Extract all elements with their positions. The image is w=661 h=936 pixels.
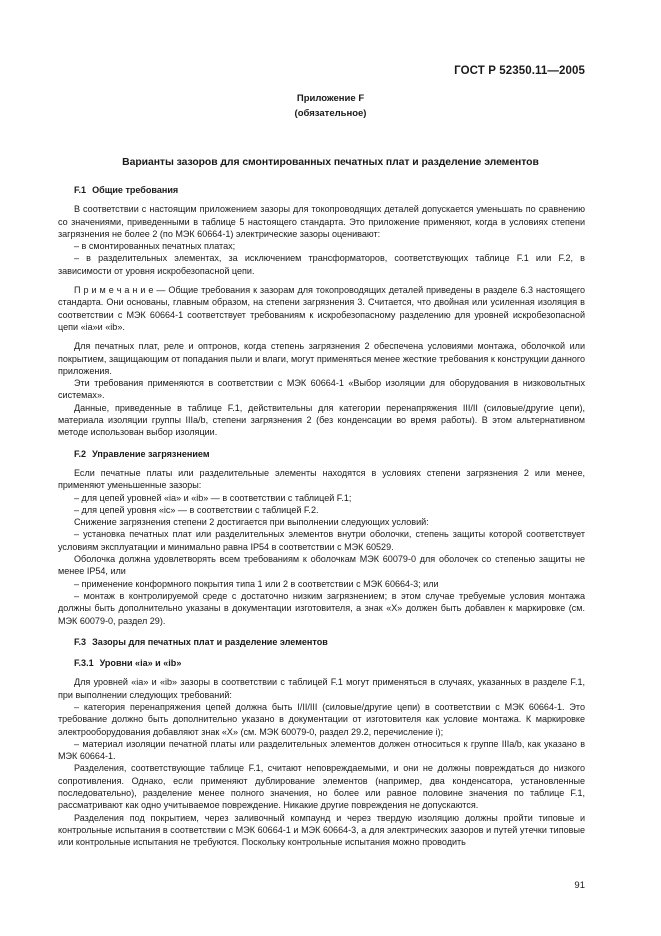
list-item: – установка печатных плат или разделительных элементов внутри оболочки, степень защиты которой соответствует условиям эксплуатации и минимально равна IP54 в соответствии с МЭК 60529. bbox=[58, 529, 585, 552]
list-item: – категория перенапряжения цепей должна быть I/II/III (силовые/другие цепи) в соответствии с МЭК 60664-1. Это требование должно быть дополнительно указано в документации от изготовителя как условие монтажа. К маркировке электрооборудования добавляют знак «Х» (см. МЭК 60079-0, раздел 29.2, перечисление i); bbox=[58, 701, 585, 737]
list-item: – в разделительных элементах, за исключением трансформаторов, соответствующих таблице F.1 или F.2, в зависимости от уровня искробезопасной цепи. bbox=[58, 253, 585, 276]
section-title: Уровни «ia» и «ib» bbox=[99, 658, 182, 669]
section-heading-f3 bbox=[58, 636, 585, 648]
list-item: – монтаж в контролируемой среде с достаточно низким загрязнением; в этом случае требуемые условия монтажа должны быть дополнительно указаны в документации изготовителя, а знак «Х» должен быть добавлен к маркировке (см. МЭК 60079-0, раздел 29). bbox=[58, 590, 585, 626]
section-number: F.2 bbox=[74, 448, 87, 459]
paragraph: Для печатных плат, реле и оптронов, когда степень загрязнения 2 обеспечена условиями монтажа, оболочкой или покрытием, защищающим от попадания пыли и влаги, могут применяться менее жесткие требования к конструкции данного приложения. bbox=[58, 341, 585, 376]
paragraph: Эти требования применяются в соответствии с МЭК 60664-1 «Выбор изоляции для оборудования в низковольтных системах». bbox=[58, 378, 585, 401]
section-title: Управление загрязнением bbox=[92, 448, 210, 459]
paragraph: Разделения, соответствующие таблице F.1, считают неповреждаемыми, и они не должны повреждаться до низкого сопротивления. Однако, если применяют дублирование элементов (например, два конденсатора, установленные последовательно), разделение менее полного значения, но более или равное половине значения по таблице F.1, рассматривают как одно учитываемое повреждение. Никакие другие повреждения не допускаются. bbox=[58, 763, 585, 811]
section-number: F.3 bbox=[74, 636, 87, 647]
note-paragraph: П р и м е ч а н и е — Общие требования к зазорам для токопроводящих деталей приведены в разделе 6.3 настоящего стандарта. Они основаны, главным образом, на степени загрязнения 3. Считается, что двойная или усиленная изоляция в соответствии с МЭК 60664-1 соответствует требованиям к искробезопасному разделению для уровней искробезопасной цепи «ia»и «ib». bbox=[58, 285, 585, 332]
section-heading-f2 bbox=[58, 448, 585, 460]
paragraph: Разделения под покрытием, через заливочный компаунд и через твердую изоляцию должны пройти типовые и контрольные испытания в соответствии с МЭК 60664-1 и МЭК 60664-3, а для электрических зазоров и путей утечки типовые или контрольные испытания не требуются. Поскольку контрольные испытания можно проводить bbox=[58, 812, 585, 848]
paragraph: В соответствии с настоящим приложением зазоры для токопроводящих деталей допускается уменьшать по сравнению со значениями, приведенными в таблице 5 настоящего стандарта. Это приложение применяют, когда в условиях степени загрязнения не более 2 (по МЭК 60664-1) электрические зазоры оценивают: bbox=[58, 204, 585, 239]
annex-title: Приложение F bbox=[296, 93, 365, 104]
section-heading-f1 bbox=[58, 184, 585, 196]
paragraph: Оболочка должна удовлетворять всем требованиям к оболочкам МЭК 60079-0 для оболочек со степенью защиты не менее IP54, или bbox=[58, 554, 585, 577]
list-item: – для цепей уровней «ia» и «ib» — в соответствии с таблицей F.1; bbox=[74, 492, 352, 503]
document-body bbox=[58, 184, 585, 849]
document-title: Варианты зазоров для смонтированных печатных плат и разделение элементов bbox=[122, 157, 539, 168]
section-heading-f31 bbox=[58, 657, 585, 669]
paragraph: Для уровней «ia» и «ib» зазоры в соответствии с таблицей F.1 могут применяться в случаях, указанных в разделе F.1, при выполнении следующих требований: bbox=[58, 677, 585, 700]
paragraph: Снижение загрязнения степени 2 достигается при выполнении следующих условий: bbox=[74, 517, 429, 528]
list-item: – для цепей уровня «ic» — в соответствии с таблицей F.2. bbox=[74, 504, 319, 515]
list-item: – в смонтированных печатных платах; bbox=[74, 241, 236, 252]
annex-status: (обязательное) bbox=[294, 108, 367, 119]
list-item: – материал изоляции печатной платы или разделительных элементов должен относиться к группе IIIa/b, как указано в МЭК 60664-1. bbox=[58, 738, 585, 762]
section-number: F.1 bbox=[74, 185, 87, 195]
page-number: 91 bbox=[574, 880, 585, 891]
paragraph: Данные, приведенные в таблице F.1, действительны для категории перенапряжения III/II (силовые/другие цепи), материала изоляции группы IIIa/b, степени загрязнения 2 (без конденсации во время работы). В этом альтернативном методе использован выбор изоляции. bbox=[58, 402, 585, 438]
standard-number: ГОСТ Р 52350.11—2005 bbox=[454, 65, 585, 77]
list-item: – применение конформного покрытия типа 1 или 2 в соответствии с МЭК 60664-3; или bbox=[74, 578, 439, 589]
section-title: Общие требования bbox=[92, 185, 179, 195]
section-title: Зазоры для печатных плат и разделение элементов bbox=[92, 636, 328, 647]
section-number: F.3.1 bbox=[74, 658, 94, 669]
paragraph: Если печатные платы или разделительные элементы находятся в условиях степени загрязнения 2 или менее, применяют уменьшенные зазоры: bbox=[58, 467, 585, 491]
